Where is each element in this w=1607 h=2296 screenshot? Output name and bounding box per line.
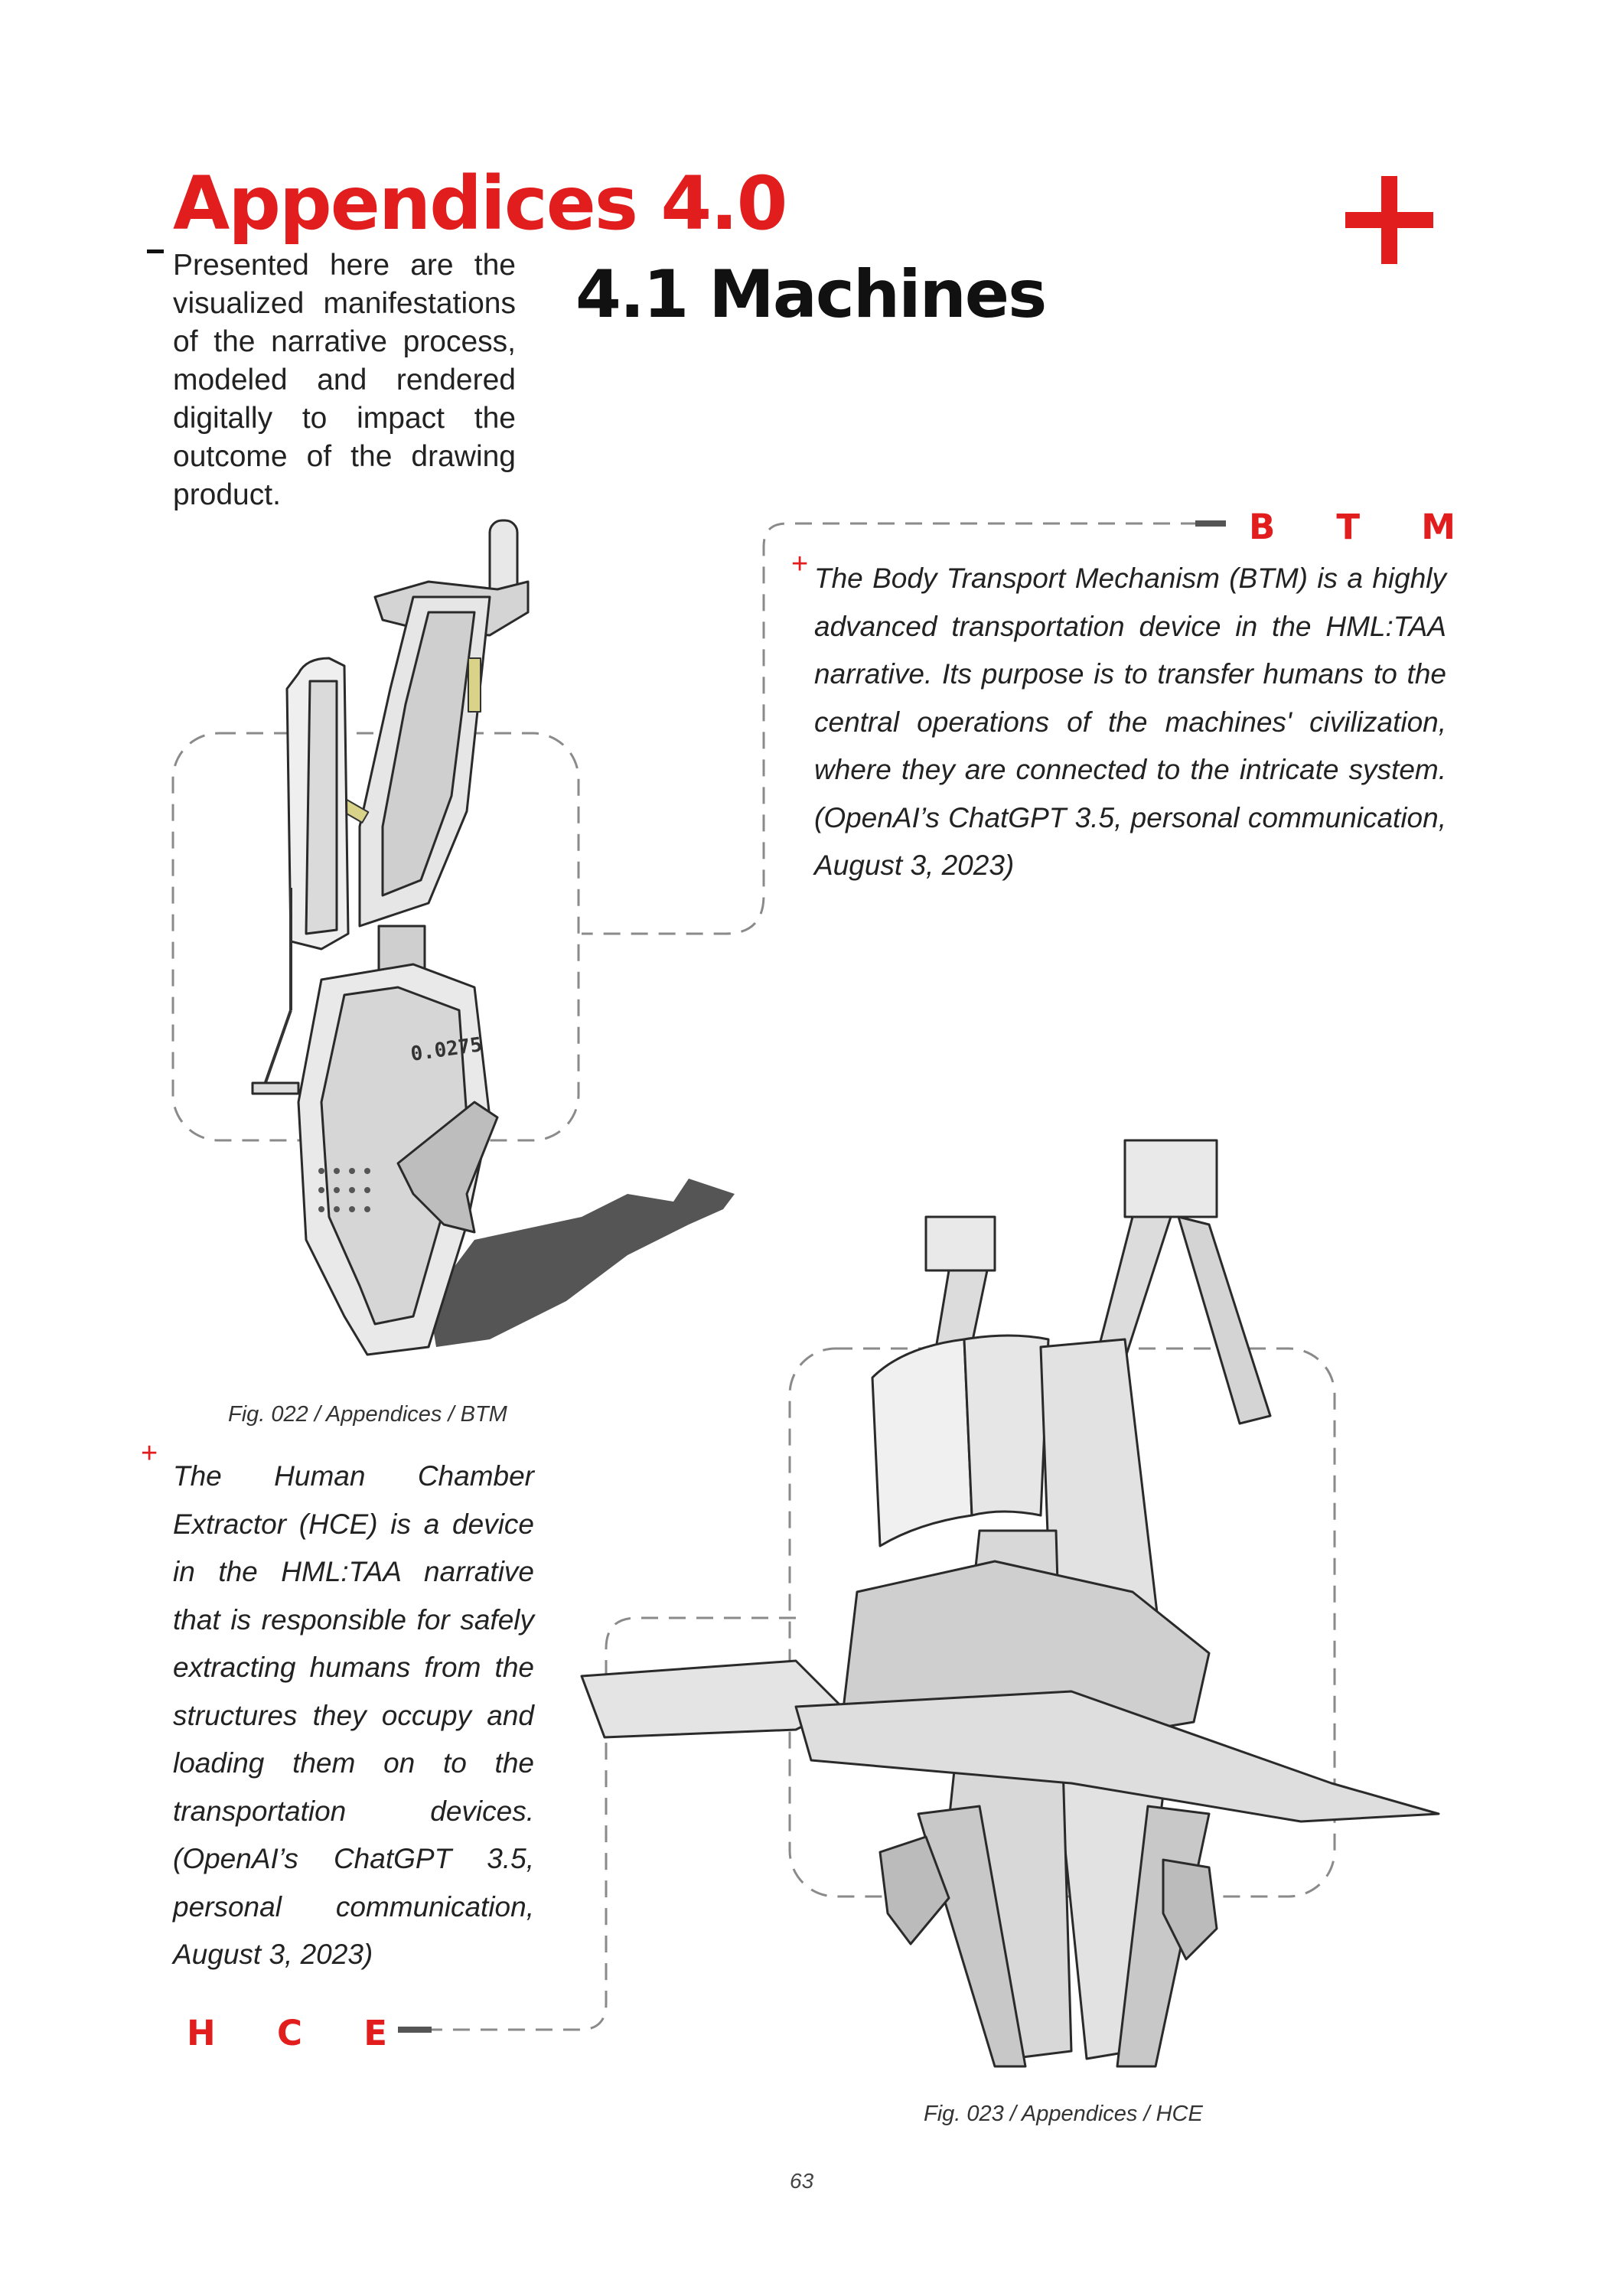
hce-description: The Human Chamber Extractor (HCE) is a device in the HML:TAA narrative that is responsible for safely extracting humans from the structures they occupy and loading them on to the transportation devices. (OpenAI’s ChatGPT 3.5, personal communication, August 3, 2023) [173, 1460, 534, 1970]
page-number: 63 [790, 2169, 814, 2193]
hce-letter-h: H [187, 2013, 216, 2053]
btm-model-label: 0.0275 [409, 1033, 484, 1066]
btm-connector-tab [1195, 520, 1226, 527]
btm-machine-render [253, 520, 735, 1355]
hce-letter-e: E [363, 2013, 387, 2053]
section-title: Appendices 4.0 [173, 161, 787, 246]
btm-letter-t: T [1336, 507, 1361, 547]
hce-connector-tab [398, 2027, 432, 2033]
hce-letter-c: C [276, 2013, 302, 2053]
btm-letter-m: M [1421, 507, 1455, 547]
plus-icon-hce: + [141, 1437, 158, 1469]
figure-caption-btm: Fig. 022 / Appendices / BTM [228, 1402, 507, 1427]
figure-caption-hce: Fig. 023 / Appendices / HCE [924, 2102, 1203, 2126]
plus-icon-btm: + [791, 548, 809, 580]
hce-machine-render [582, 1140, 1439, 2066]
subsection-title: 4.1 Machines [575, 256, 1046, 333]
intro-paragraph: Presented here are the visualized manifestations of the narrative process, modeled and rendered digitally to impact the outcome of the drawing product. [173, 249, 516, 511]
btm-connector-line [582, 523, 1198, 934]
btm-letter-b: B [1249, 507, 1276, 547]
btm-description: The Body Transport Mechanism (BTM) is a highly advanced transportation device in the HML:TAA narrative. Its purpose is to transfer humans to the central operations of the machines' civilization, where they are connected to the intricate system. (OpenAI’s ChatGPT 3.5, personal communication, August 3, 2023) [814, 563, 1446, 881]
